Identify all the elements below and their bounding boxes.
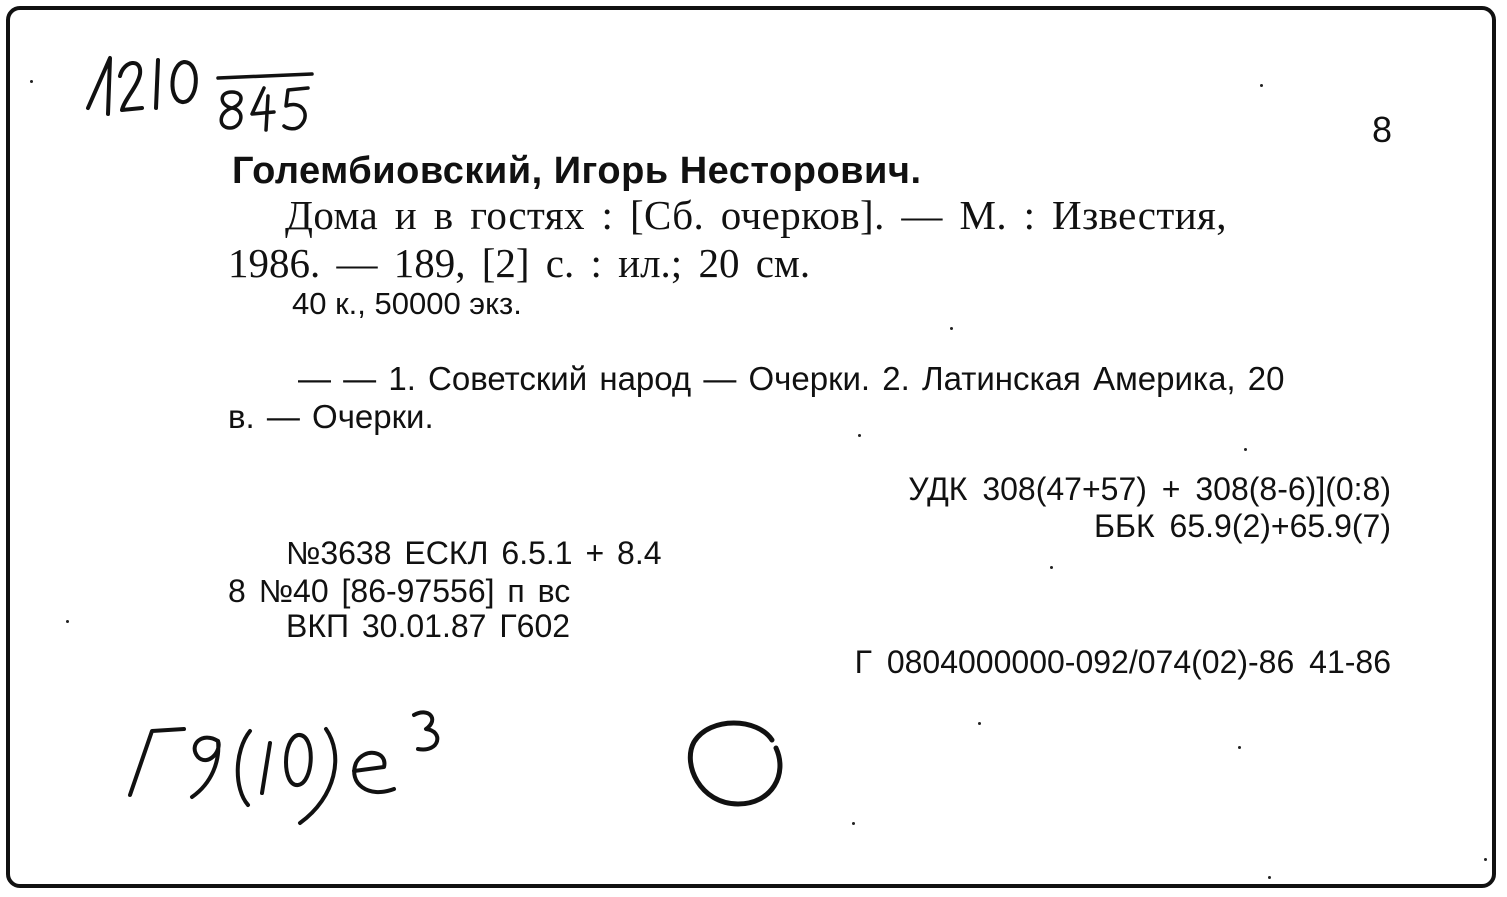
scan-speck	[978, 722, 981, 725]
subjects-line-2: в. — Очерки.	[228, 398, 434, 435]
scan-speck	[852, 822, 855, 825]
scan-speck	[858, 434, 861, 437]
handwritten-fraction-845	[212, 70, 322, 140]
catalog-code: Г 0804000000-092/074(02)-86 41-86	[854, 644, 1391, 680]
technical-line-1: №3638 ЕСКЛ 6.5.1 + 8.4	[286, 535, 662, 571]
scan-speck	[1484, 858, 1487, 861]
handwritten-number-1210	[80, 48, 230, 128]
udk-classification: УДК 308(47+57) + 308(8-6)](0:8)	[908, 471, 1391, 507]
scan-speck	[1050, 566, 1053, 569]
subjects-line-1: — — 1. Советский народ — Очерки. 2. Латинская Америка, 20	[298, 360, 1285, 397]
scan-speck	[1268, 876, 1271, 879]
scan-speck	[1260, 84, 1263, 87]
title-line-1: Дома и в гостях : [Сб. очерков]. — М. : Известия,	[285, 192, 1227, 238]
scan-speck	[66, 620, 69, 623]
technical-line-3: ВКП 30.01.87 Г602	[286, 608, 571, 644]
card-number: 8	[1372, 109, 1393, 150]
scan-speck	[950, 327, 953, 330]
handwritten-shelfmark	[122, 705, 492, 835]
price-and-print-run: 40 к., 50000 экз.	[292, 286, 522, 321]
technical-line-2: 8 №40 [86-97556] п вс	[228, 573, 571, 609]
bbk-classification: ББК 65.9(2)+65.9(7)	[1094, 508, 1391, 544]
title-line-2: 1986. — 189, [2] с. : ил.; 20 см.	[228, 240, 811, 286]
scan-speck	[1238, 746, 1241, 749]
author-heading: Голембиовский, Игорь Несторович.	[232, 150, 922, 192]
scan-speck	[30, 80, 33, 83]
scan-speck	[1244, 448, 1247, 451]
handwritten-circle	[680, 712, 795, 812]
